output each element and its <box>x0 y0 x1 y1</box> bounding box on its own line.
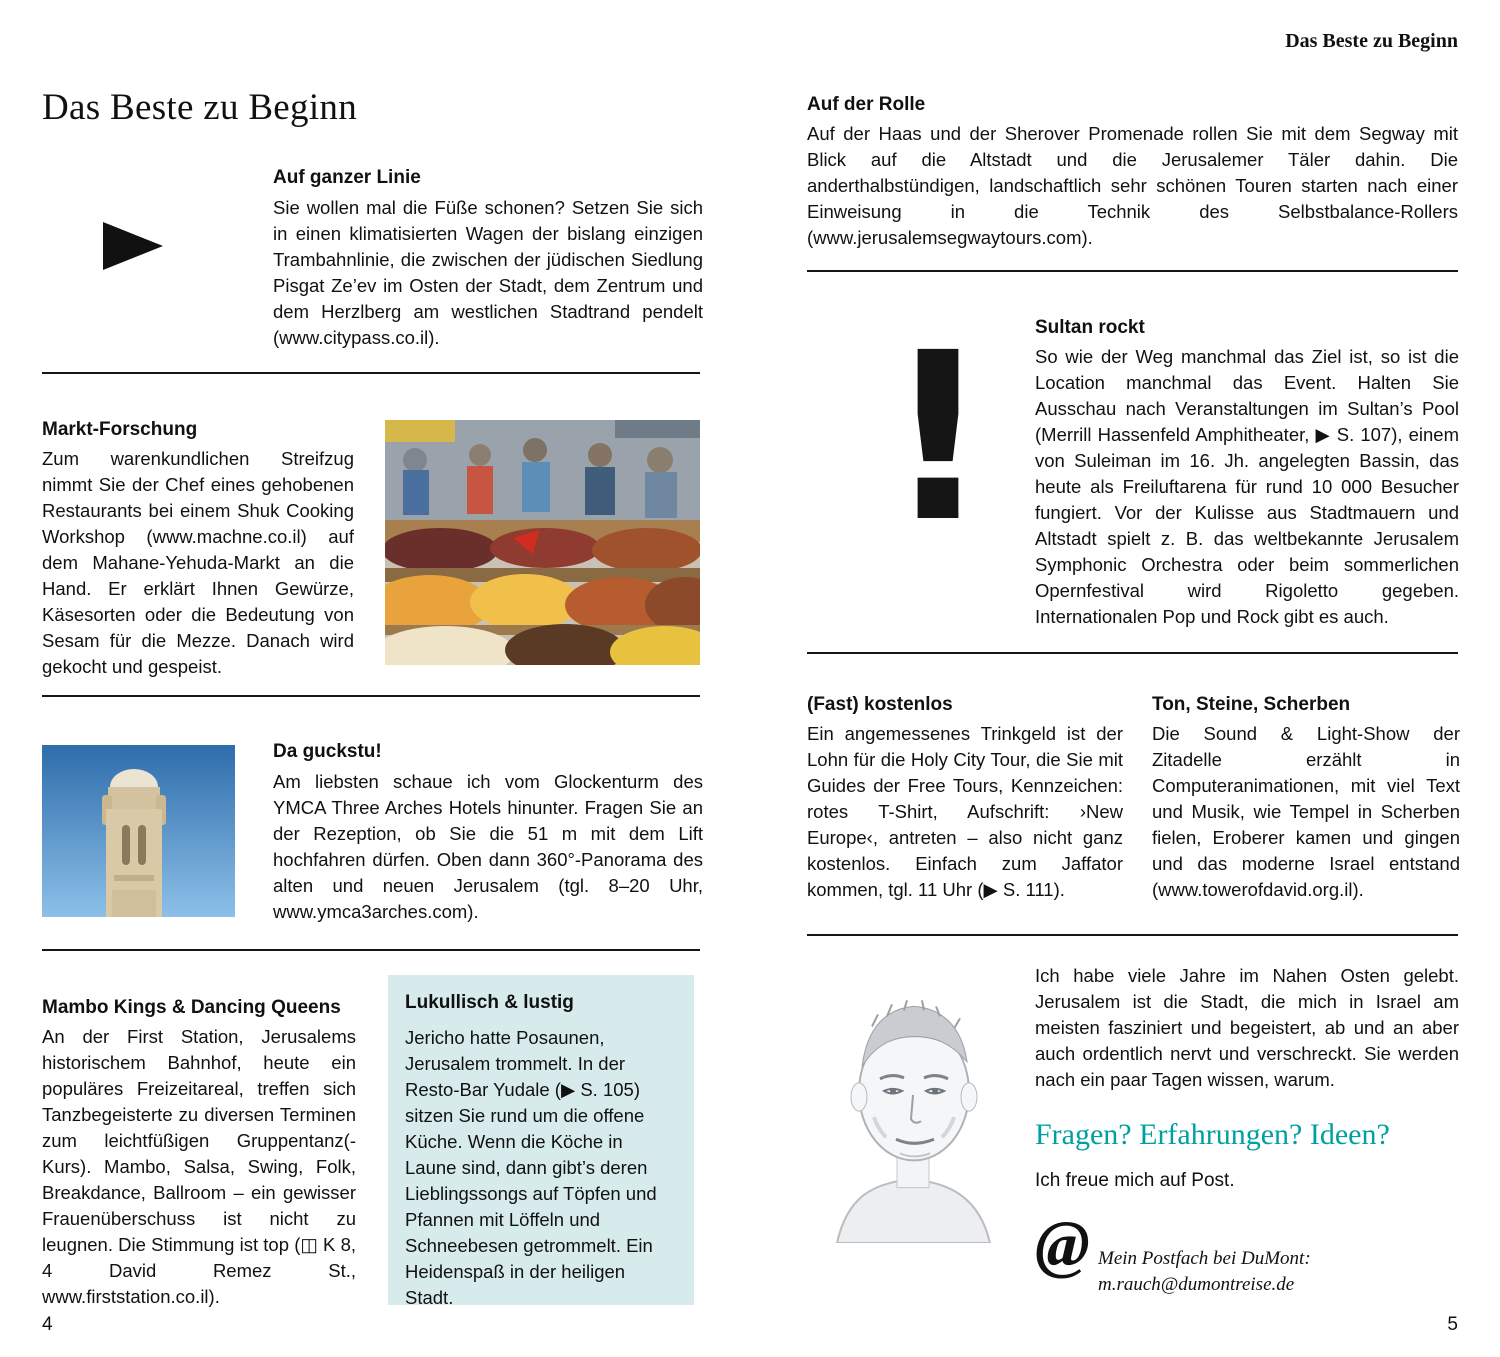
section-body-markt-forschung: Zum warenkundlichen Streifzug nimmt Sie der Chef eines gehobenen Restaurants bei einem Shuk Cooking Workshop (www.machne.co.il) auf dem Mahane-Yehuda-Markt an die Hand. Er erklärt Ihnen Gewürze, Käsesorten oder die Bedeutung von Sesam für die Mezze. Danach wird gekocht und gespeist. <box>42 448 354 677</box>
section-heading-auf-der-rolle: Auf der Rolle <box>807 94 926 115</box>
section-heading: Auf ganzer Linie <box>273 167 421 188</box>
contact-info <box>1098 1246 1458 1298</box>
divider <box>42 695 700 697</box>
exclamation-icon: ! <box>885 303 991 573</box>
section-heading-markt-forschung: Markt-Forschung <box>42 419 198 440</box>
author-portrait-sketch <box>812 956 1012 1243</box>
info-box-heading: Lukullisch & lustig <box>405 992 574 1013</box>
section-body-sultan-rockt: So wie der Weg manchmal das Ziel ist, so ist die Location manchmal das Event. Halten Sie Ausschau nach Veranstaltungen im Sultan’s Pool (Merrill Hassenfeld Amphitheater, ▶ S. 107), einem von Suleiman im 16. Jh. angelegten Bassin, das heute als Freiluftarena für rund 10 000 Besucher fungiert. Vor der Kulisse aus Stadtmauern und Altstadt spielt z. B. das weltbekannte Jerusalem Symphonic Orchestra oder beim sommerlichen Opernfestival wird Rigoletto gegeben. Internationalen Pop und Rock gibt es auch. <box>1035 346 1459 627</box>
email-at-icon: @ <box>1035 1208 1090 1281</box>
divider <box>42 372 700 374</box>
section-body-ton-steine-scherben: Die Sound & Light-Show der Zitadelle erzählt in Computeranimationen, mit viel Text und Musik, wie Tempel in Scherben fielen, Eroberer kamen und gingen und das moderne Israel entstand (www.towerofdavid.org.il). <box>1152 723 1460 900</box>
section-body: Sie wollen mal die Füße schonen? Setzen Sie sich in einen klimatisierten Wagen der bislang einzigen Trambahnlinie, die zwischen der jüdischen Siedlung Pisgat Ze’ev im Osten der Stadt, dem Zentrum und dem Herzlberg am westlichen Stadtrand pendelt (www.citypass.co.il). <box>273 197 703 348</box>
section-da-guckstu <box>273 740 703 925</box>
cta-heading: Fragen? Erfahrungen? Ideen? <box>1035 1118 1390 1151</box>
info-box-body: Jericho hatte Posaunen, Jerusalem trommelt. In der Resto-Bar Yudale (▶ S. 105) sitzen Sie rund um die offene Küche. Wenn die Köche in Laune sind, dann gibt’s deren Lieblingssongs auf Töpfen und Pfannen mit Löffeln und Schneebesen getrommelt. Ein Heidenspaß in der heiligen Stadt. <box>405 1027 657 1308</box>
page-number-left: 4 <box>42 1314 53 1335</box>
play-triangle-icon <box>103 222 163 270</box>
section-body-mambo: An der First Station, Jerusalems historischem Bahnhof, heute ein populäres Freizeitareal, treffen sich Tanzbegeisterte zu diversen Terminen zum leichtfüßigen Gruppentanz(-Kurs). Mambo, Salsa, Swing, Folk, Breakdance, Ballroom – ein gewisser Frauenüberschuss ist nicht zu leugnen. Die Stimmung ist top (◫ K 8, 4 David Remez St., www.firststation.co.il). <box>42 1026 356 1307</box>
market-photo <box>385 420 700 665</box>
divider <box>807 270 1458 272</box>
divider <box>807 652 1458 654</box>
section-heading-sultan-rockt: Sultan rockt <box>1035 317 1145 338</box>
section-body-fast-kostenlos: Ein angemessenes Trinkgeld ist der Lohn für die Holy City Tour, die Sie mit Guides der Free Tours, Kennzeichen: rotes T-Shirt, Aufschrift: ›New Europe‹, antreten – also nicht ganz kostenlos. Einfach zum Jaffator kommen, tgl. 11 Uhr (▶ S. 111). <box>807 723 1123 900</box>
cta-subtext: Ich freue mich auf Post. <box>1035 1170 1235 1191</box>
info-box-lukullisch <box>388 975 694 1308</box>
section-body: Am liebsten schaue ich vom Glockenturm des YMCA Three Arches Hotels hinunter. Fragen Sie an der Rezeption, ob Sie die 51 m mit dem Lift hochfahren dürfen. Oben dann 360°-Panorama des alten und neuen Jerusalem (tgl. 8–20 Uhr, www.ymca3arches.com). <box>273 771 703 922</box>
divider <box>807 934 1458 936</box>
section-auf-ganzer-linie <box>273 166 703 351</box>
contact-line: Mein Postfach bei DuMont: <box>1098 1248 1311 1269</box>
section-heading-fast-kostenlos: (Fast) kostenlos <box>807 694 953 715</box>
section-heading-ton-steine-scherben: Ton, Steine, Scherben <box>1152 694 1351 715</box>
page-number-right: 5 <box>1447 1314 1458 1335</box>
section-body-auf-der-rolle: Auf der Haas und der Sherover Promenade rollen Sie mit dem Segway mit Blick auf die Altstadt und die Jerusalemer Täler dahin. Die anderthalbstündigen, landschaftlich sehr schönen Touren starten nach einer Einweisung in die Technik des Selbstbalance-Rollers (www.jerusalemsegwaytours.com). <box>807 123 1458 248</box>
page-title: Das Beste zu Beginn <box>42 87 357 128</box>
author-intro-text: Ich habe viele Jahre im Nahen Osten gelebt. Jerusalem ist die Stadt, die mich in Israel am meisten fasziniert und begeistert, ab und an aber auch ordentlich nervt und verschreckt. Sie werden nach ein paar Tagen wissen, warum. <box>1035 965 1459 1090</box>
contact-email: m.rauch@dumontreise.de <box>1098 1274 1295 1295</box>
section-heading: Da guckstu! <box>273 741 382 762</box>
ymca-tower-photo <box>42 745 235 917</box>
divider <box>42 949 700 951</box>
running-header: Das Beste zu Beginn <box>1285 30 1458 52</box>
section-heading-mambo: Mambo Kings & Dancing Queens <box>42 997 341 1018</box>
